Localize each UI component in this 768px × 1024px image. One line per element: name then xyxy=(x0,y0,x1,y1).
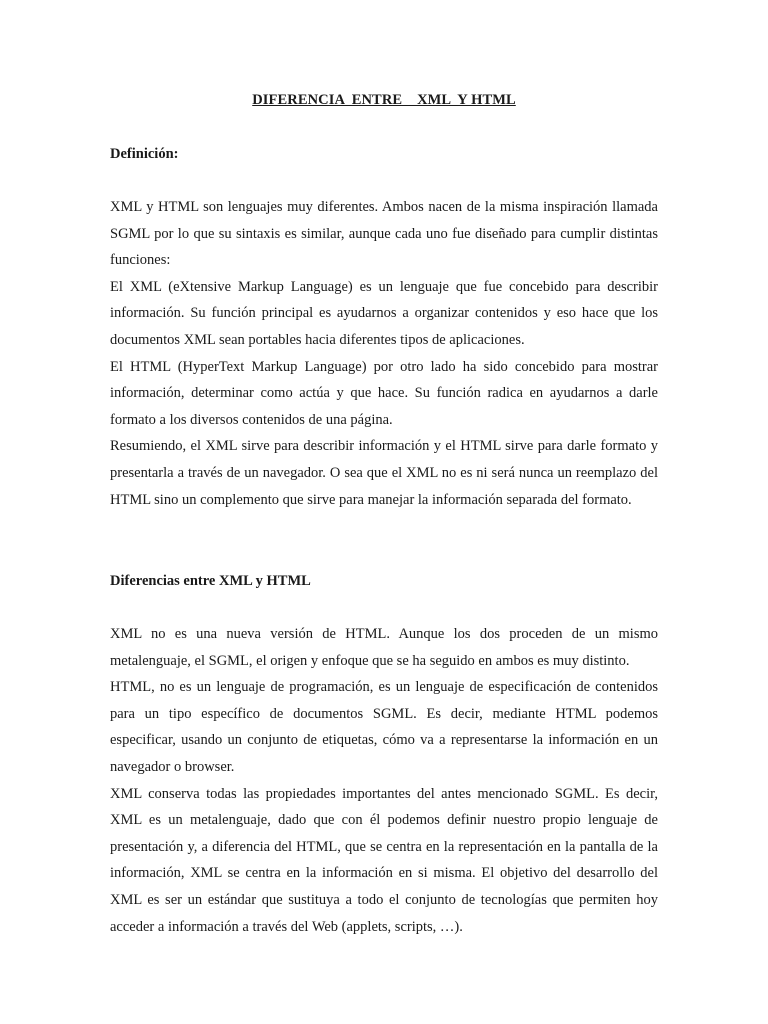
definition-paragraph: XML y HTML son lenguajes muy diferentes. Ambos nacen de la misma inspiración llamada SGML por lo que su sintaxis es similar, aunque cada uno fue diseñado para cumplir distintas funciones: xyxy=(110,199,658,269)
definition-paragraph: El HTML (HyperText Markup Language) por otro lado ha sido concebido para mostrar información, determinar como actúa y que hace. Su función radica en ayudarnos a darle formato a los diversos contenidos de una página. xyxy=(110,358,658,428)
document-title: DIFERENCIA ENTRE XML Y HTML xyxy=(252,92,516,108)
heading-definition: Definición: xyxy=(110,146,179,162)
definition-paragraph: Resumiendo, el XML sirve para describir información y el HTML sirve para darle formato y presentarla a través de un navegador. O sea que el XML no es ni será nunca un reemplazo del HTML sino un complemento que sirve para manejar la información separada del formato. xyxy=(110,438,658,508)
differences-paragraph: XML conserva todas las propiedades importantes del antes mencionado SGML. Es decir, XML es un metalenguaje, dado que con él podemos definir nuestro propio lenguaje de presentación y, a diferencia del HTML, que se centra en la representación en la pantalla de la información, XML se centra en la información en si misma. El objetivo del desarrollo del XML es ser un estándar que sustituya a todo el conjunto de tecnologías que permiten hoy acceder a información a través del Web (applets, scripts, …). xyxy=(110,785,658,935)
differences-section xyxy=(110,621,658,940)
definition-section xyxy=(110,194,658,513)
definition-paragraph: El XML (eXtensive Markup Language) es un lenguaje que fue concebido para describir información. Su función principal es ayudarnos a organizar contenidos y eso hace que los documentos XML sean portables hacia diferentes tipos de aplicaciones. xyxy=(110,278,658,348)
differences-paragraph: HTML, no es un lenguaje de programación, es un lenguaje de especificación de contenidos para un tipo específico de documentos SGML. Es decir, mediante HTML podemos especificar, usando un conjunto de etiquetas, cómo va a representarse la información en un navegador o browser. xyxy=(110,679,658,775)
differences-paragraph: XML no es una nueva versión de HTML. Aunque los dos proceden de un mismo metalenguaje, el SGML, el origen y enfoque que se ha seguido en ambos es muy distinto. xyxy=(110,626,658,669)
heading-differences: Diferencias entre XML y HTML xyxy=(110,573,311,589)
